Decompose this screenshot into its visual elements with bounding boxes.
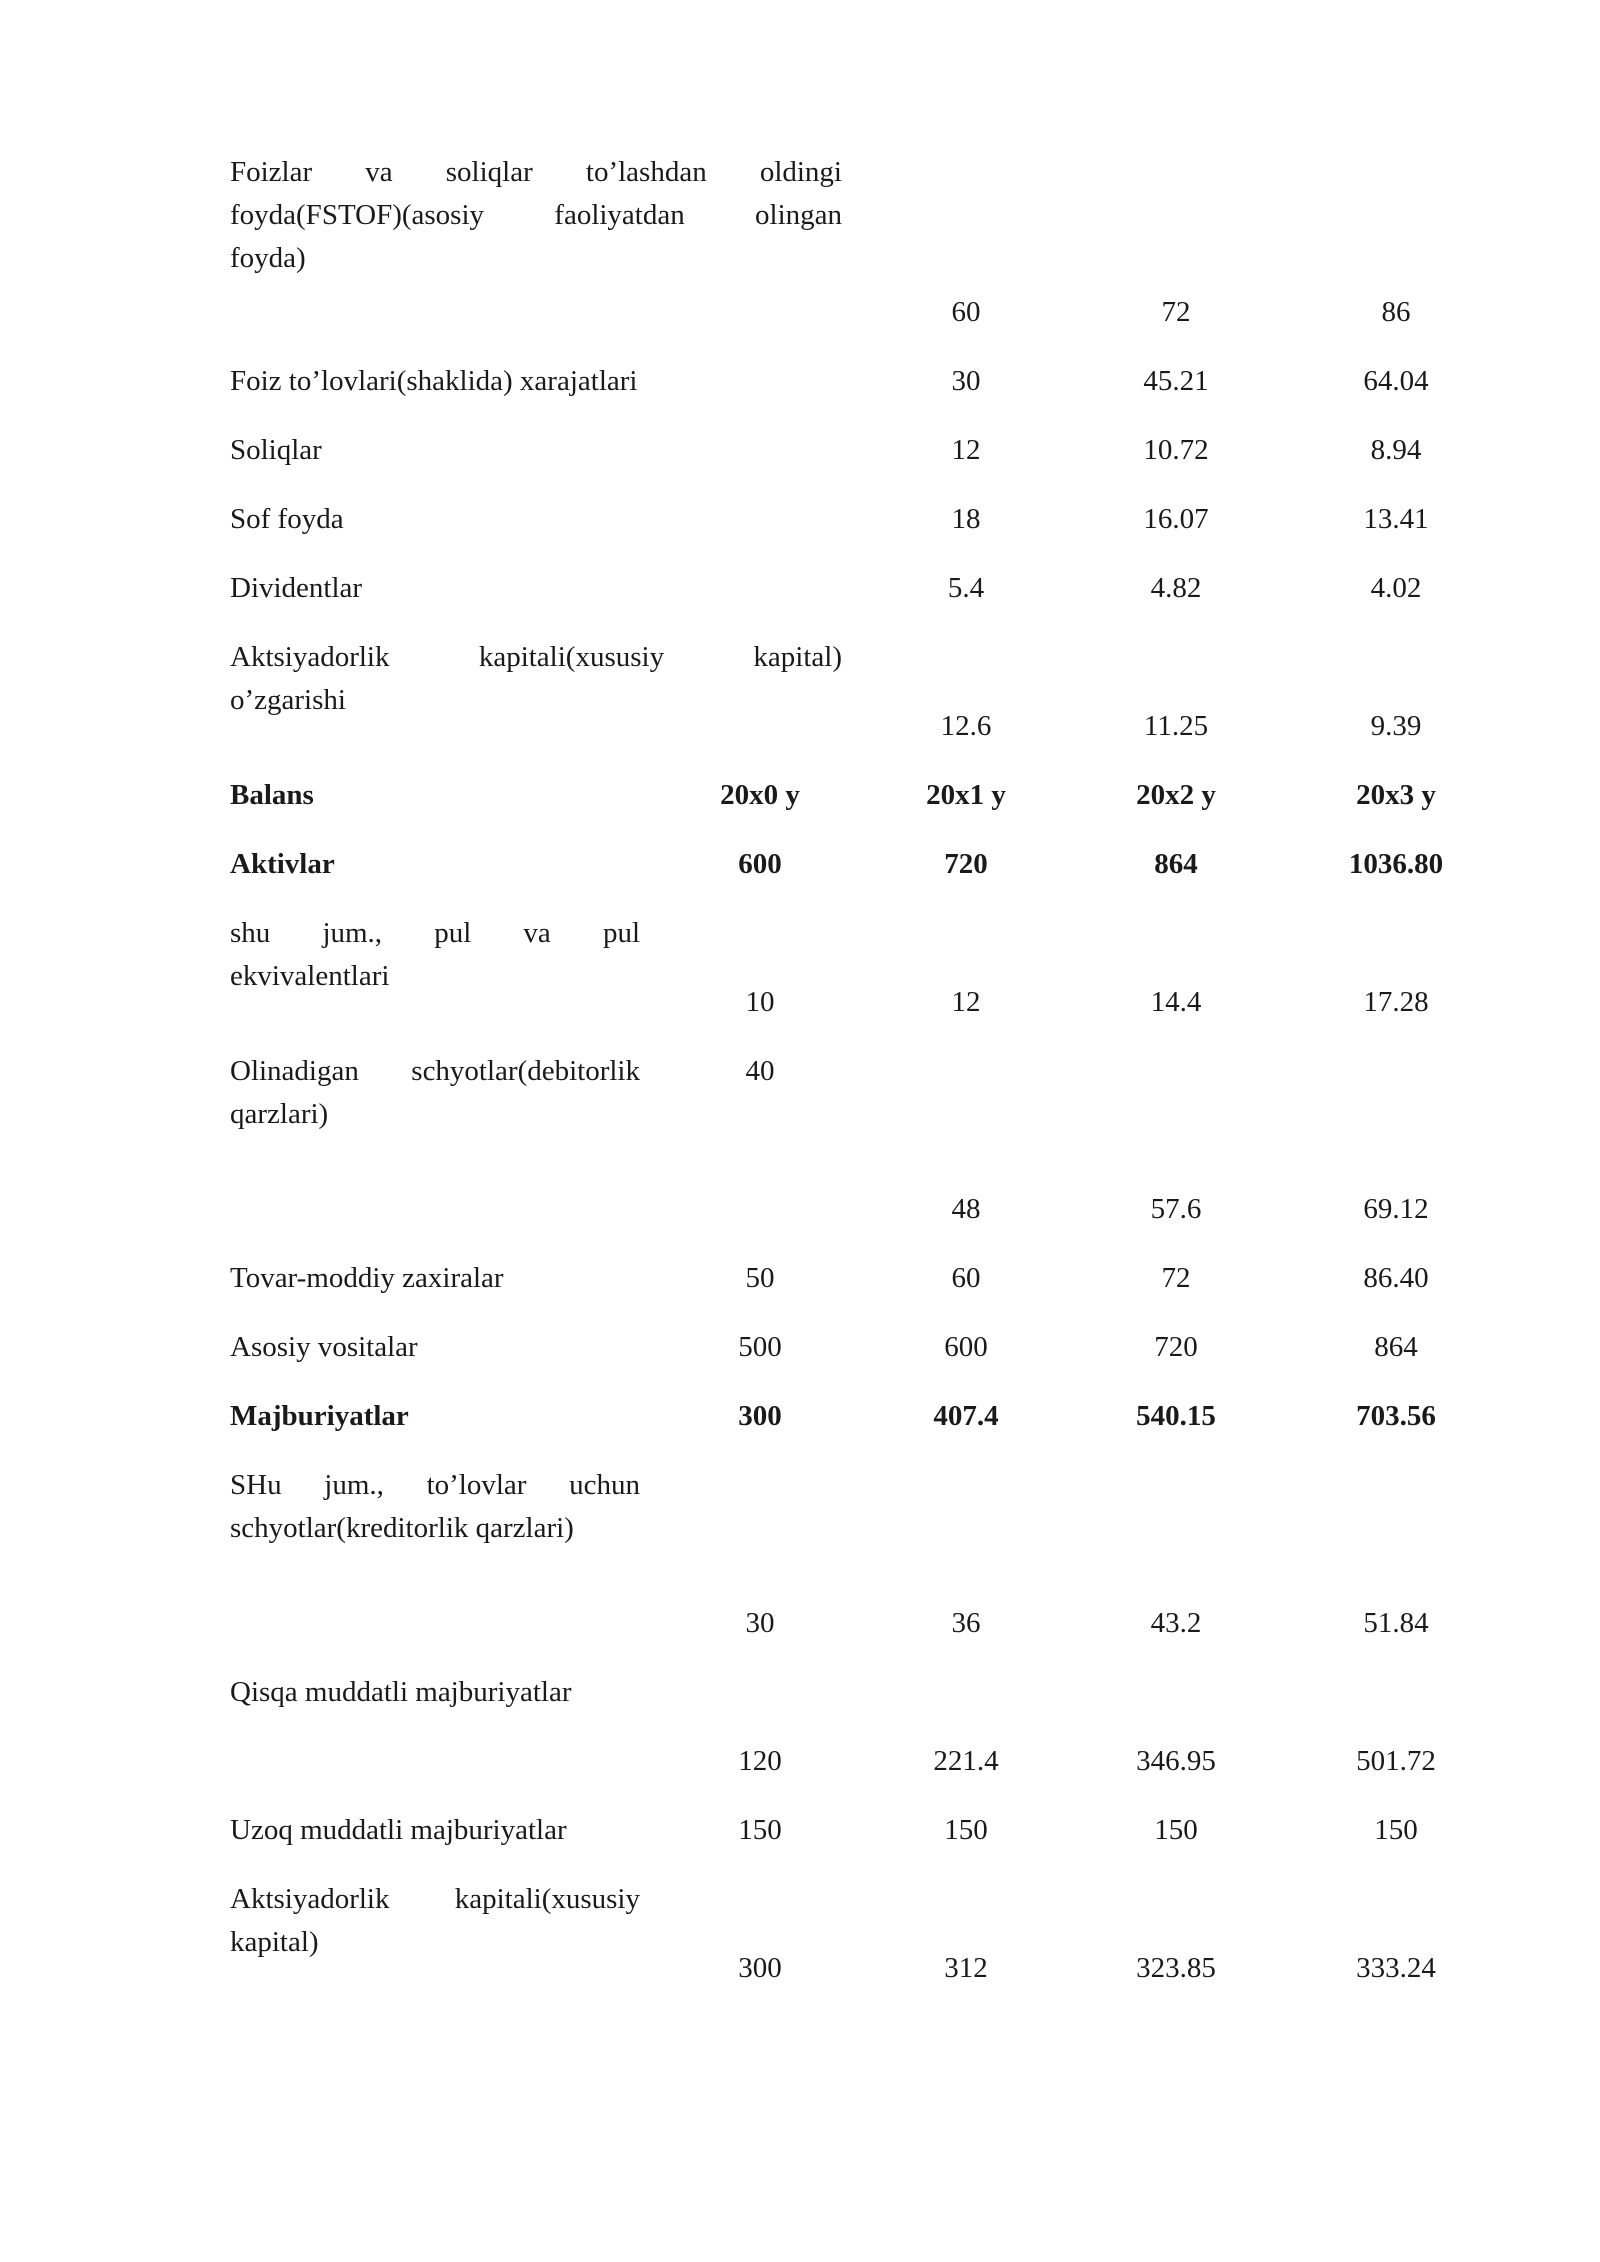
assets-20x0: 600 — [738, 848, 782, 880]
assets-20x2: 864 — [1154, 848, 1198, 880]
equity-20x3: 333.24 — [1356, 1952, 1436, 1984]
ebit-20x3: 86 — [1381, 296, 1411, 328]
equity-change-20x2: 11.25 — [1143, 710, 1209, 742]
row-label-equity-change-line2: o’zgarishi — [230, 684, 346, 716]
row-label-fixed-assets: Asosiy vositalar — [230, 1331, 418, 1363]
row-label-cash-line1: shu jum., pul va pul — [230, 917, 640, 949]
taxes-20x1: 12 — [951, 434, 981, 466]
balance-header-label: Balans — [230, 779, 314, 811]
inventory-20x0: 50 — [745, 1262, 775, 1294]
dividends-20x2: 4.82 — [1150, 572, 1202, 604]
taxes-20x2: 10.72 — [1143, 434, 1209, 466]
row-label-equity-line1: Aktsiyadorlik kapitali(xususiy — [230, 1883, 640, 1915]
assets-20x1: 720 — [944, 848, 988, 880]
row-label-net-income: Sof foyda — [230, 503, 344, 535]
cash-20x3: 17.28 — [1363, 986, 1429, 1018]
fixed-assets-20x2: 720 — [1154, 1331, 1198, 1363]
long-term-liabilities-20x0: 150 — [738, 1814, 782, 1846]
inventory-20x3: 86.40 — [1363, 1262, 1429, 1294]
receivables-20x1: 48 — [951, 1193, 981, 1225]
interest-20x3: 64.04 — [1363, 365, 1429, 397]
row-label-payables-line1: SHu jum., to’lovlar uchun — [230, 1469, 640, 1501]
equity-change-20x3: 9.39 — [1370, 710, 1422, 742]
payables-20x0: 30 — [745, 1607, 775, 1639]
fixed-assets-20x1: 600 — [944, 1331, 988, 1363]
equity-20x0: 300 — [738, 1952, 782, 1984]
year-header-20x2: 20x2 y — [1136, 779, 1216, 811]
fixed-assets-20x3: 864 — [1374, 1331, 1418, 1363]
row-label-assets: Aktivlar — [230, 848, 335, 880]
ebit-20x2: 72 — [1161, 296, 1191, 328]
receivables-20x3: 69.12 — [1363, 1193, 1429, 1225]
equity-20x1: 312 — [944, 1952, 988, 1984]
dividends-20x1: 5.4 — [947, 572, 985, 604]
row-label-long-term-liabilities: Uzoq muddatli majburiyatlar — [230, 1814, 567, 1846]
cash-20x1: 12 — [951, 986, 981, 1018]
short-term-liabilities-20x3: 501.72 — [1356, 1745, 1436, 1777]
row-label-receivables-line1: Olinadigan schyotlar(debitorlik — [230, 1055, 640, 1087]
row-label-equity-change-line1: Aktsiyadorlik kapitali(xususiy kapital) — [230, 641, 842, 673]
row-label-ebit-line2: foyda(FSTOF)(asosiy faoliyatdan olingan — [230, 199, 842, 231]
fixed-assets-20x0: 500 — [738, 1331, 782, 1363]
net-income-20x1: 18 — [951, 503, 981, 535]
liabilities-20x2: 540.15 — [1136, 1400, 1216, 1432]
payables-20x3: 51.84 — [1363, 1607, 1429, 1639]
equity-change-20x1: 12.6 — [940, 710, 992, 742]
row-label-receivables-line2: qarzlari) — [230, 1098, 329, 1130]
short-term-liabilities-20x2: 346.95 — [1136, 1745, 1216, 1777]
interest-20x1: 30 — [951, 365, 981, 397]
interest-20x2: 45.21 — [1143, 365, 1209, 397]
year-header-20x1: 20x1 y — [926, 779, 1006, 811]
payables-20x1: 36 — [951, 1607, 981, 1639]
short-term-liabilities-20x0: 120 — [738, 1745, 782, 1777]
long-term-liabilities-20x2: 150 — [1154, 1814, 1198, 1846]
inventory-20x1: 60 — [951, 1262, 981, 1294]
taxes-20x3: 8.94 — [1370, 434, 1422, 466]
row-label-cash-line2: ekvivalentlari — [230, 960, 390, 992]
row-label-ebit-line3: foyda) — [230, 242, 306, 274]
short-term-liabilities-20x1: 221.4 — [933, 1745, 999, 1777]
year-header-20x0: 20x0 y — [720, 779, 800, 811]
liabilities-20x0: 300 — [738, 1400, 782, 1432]
liabilities-20x3: 703.56 — [1356, 1400, 1436, 1432]
long-term-liabilities-20x3: 150 — [1374, 1814, 1418, 1846]
receivables-20x0: 40 — [745, 1055, 775, 1087]
row-label-interest: Foiz to’lovlari(shaklida) xarajatlari — [230, 365, 638, 397]
receivables-20x2: 57.6 — [1150, 1193, 1202, 1225]
ebit-20x1: 60 — [951, 296, 981, 328]
equity-20x2: 323.85 — [1136, 1952, 1216, 1984]
year-header-20x3: 20x3 y — [1356, 779, 1436, 811]
row-label-short-term-liabilities: Qisqa muddatli majburiyatlar — [230, 1676, 572, 1708]
assets-20x3: 1036.80 — [1348, 848, 1444, 880]
long-term-liabilities-20x1: 150 — [944, 1814, 988, 1846]
dividends-20x3: 4.02 — [1370, 572, 1422, 604]
row-label-taxes: Soliqlar — [230, 434, 322, 466]
row-label-ebit-line1: Foizlar va soliqlar to’lashdan oldingi — [230, 156, 842, 188]
inventory-20x2: 72 — [1161, 1262, 1191, 1294]
row-label-liabilities: Majburiyatlar — [230, 1400, 409, 1432]
row-label-equity-line2: kapital) — [230, 1926, 319, 1958]
row-label-dividends: Dividentlar — [230, 572, 363, 604]
liabilities-20x1: 407.4 — [933, 1400, 999, 1432]
payables-20x2: 43.2 — [1150, 1607, 1202, 1639]
cash-20x0: 10 — [745, 986, 775, 1018]
net-income-20x2: 16.07 — [1143, 503, 1209, 535]
cash-20x2: 14.4 — [1150, 986, 1202, 1018]
net-income-20x3: 13.41 — [1363, 503, 1429, 535]
row-label-payables-line2: schyotlar(kreditorlik qarzlari) — [230, 1512, 574, 1544]
row-label-inventory: Tovar-moddiy zaxiralar — [230, 1262, 504, 1294]
